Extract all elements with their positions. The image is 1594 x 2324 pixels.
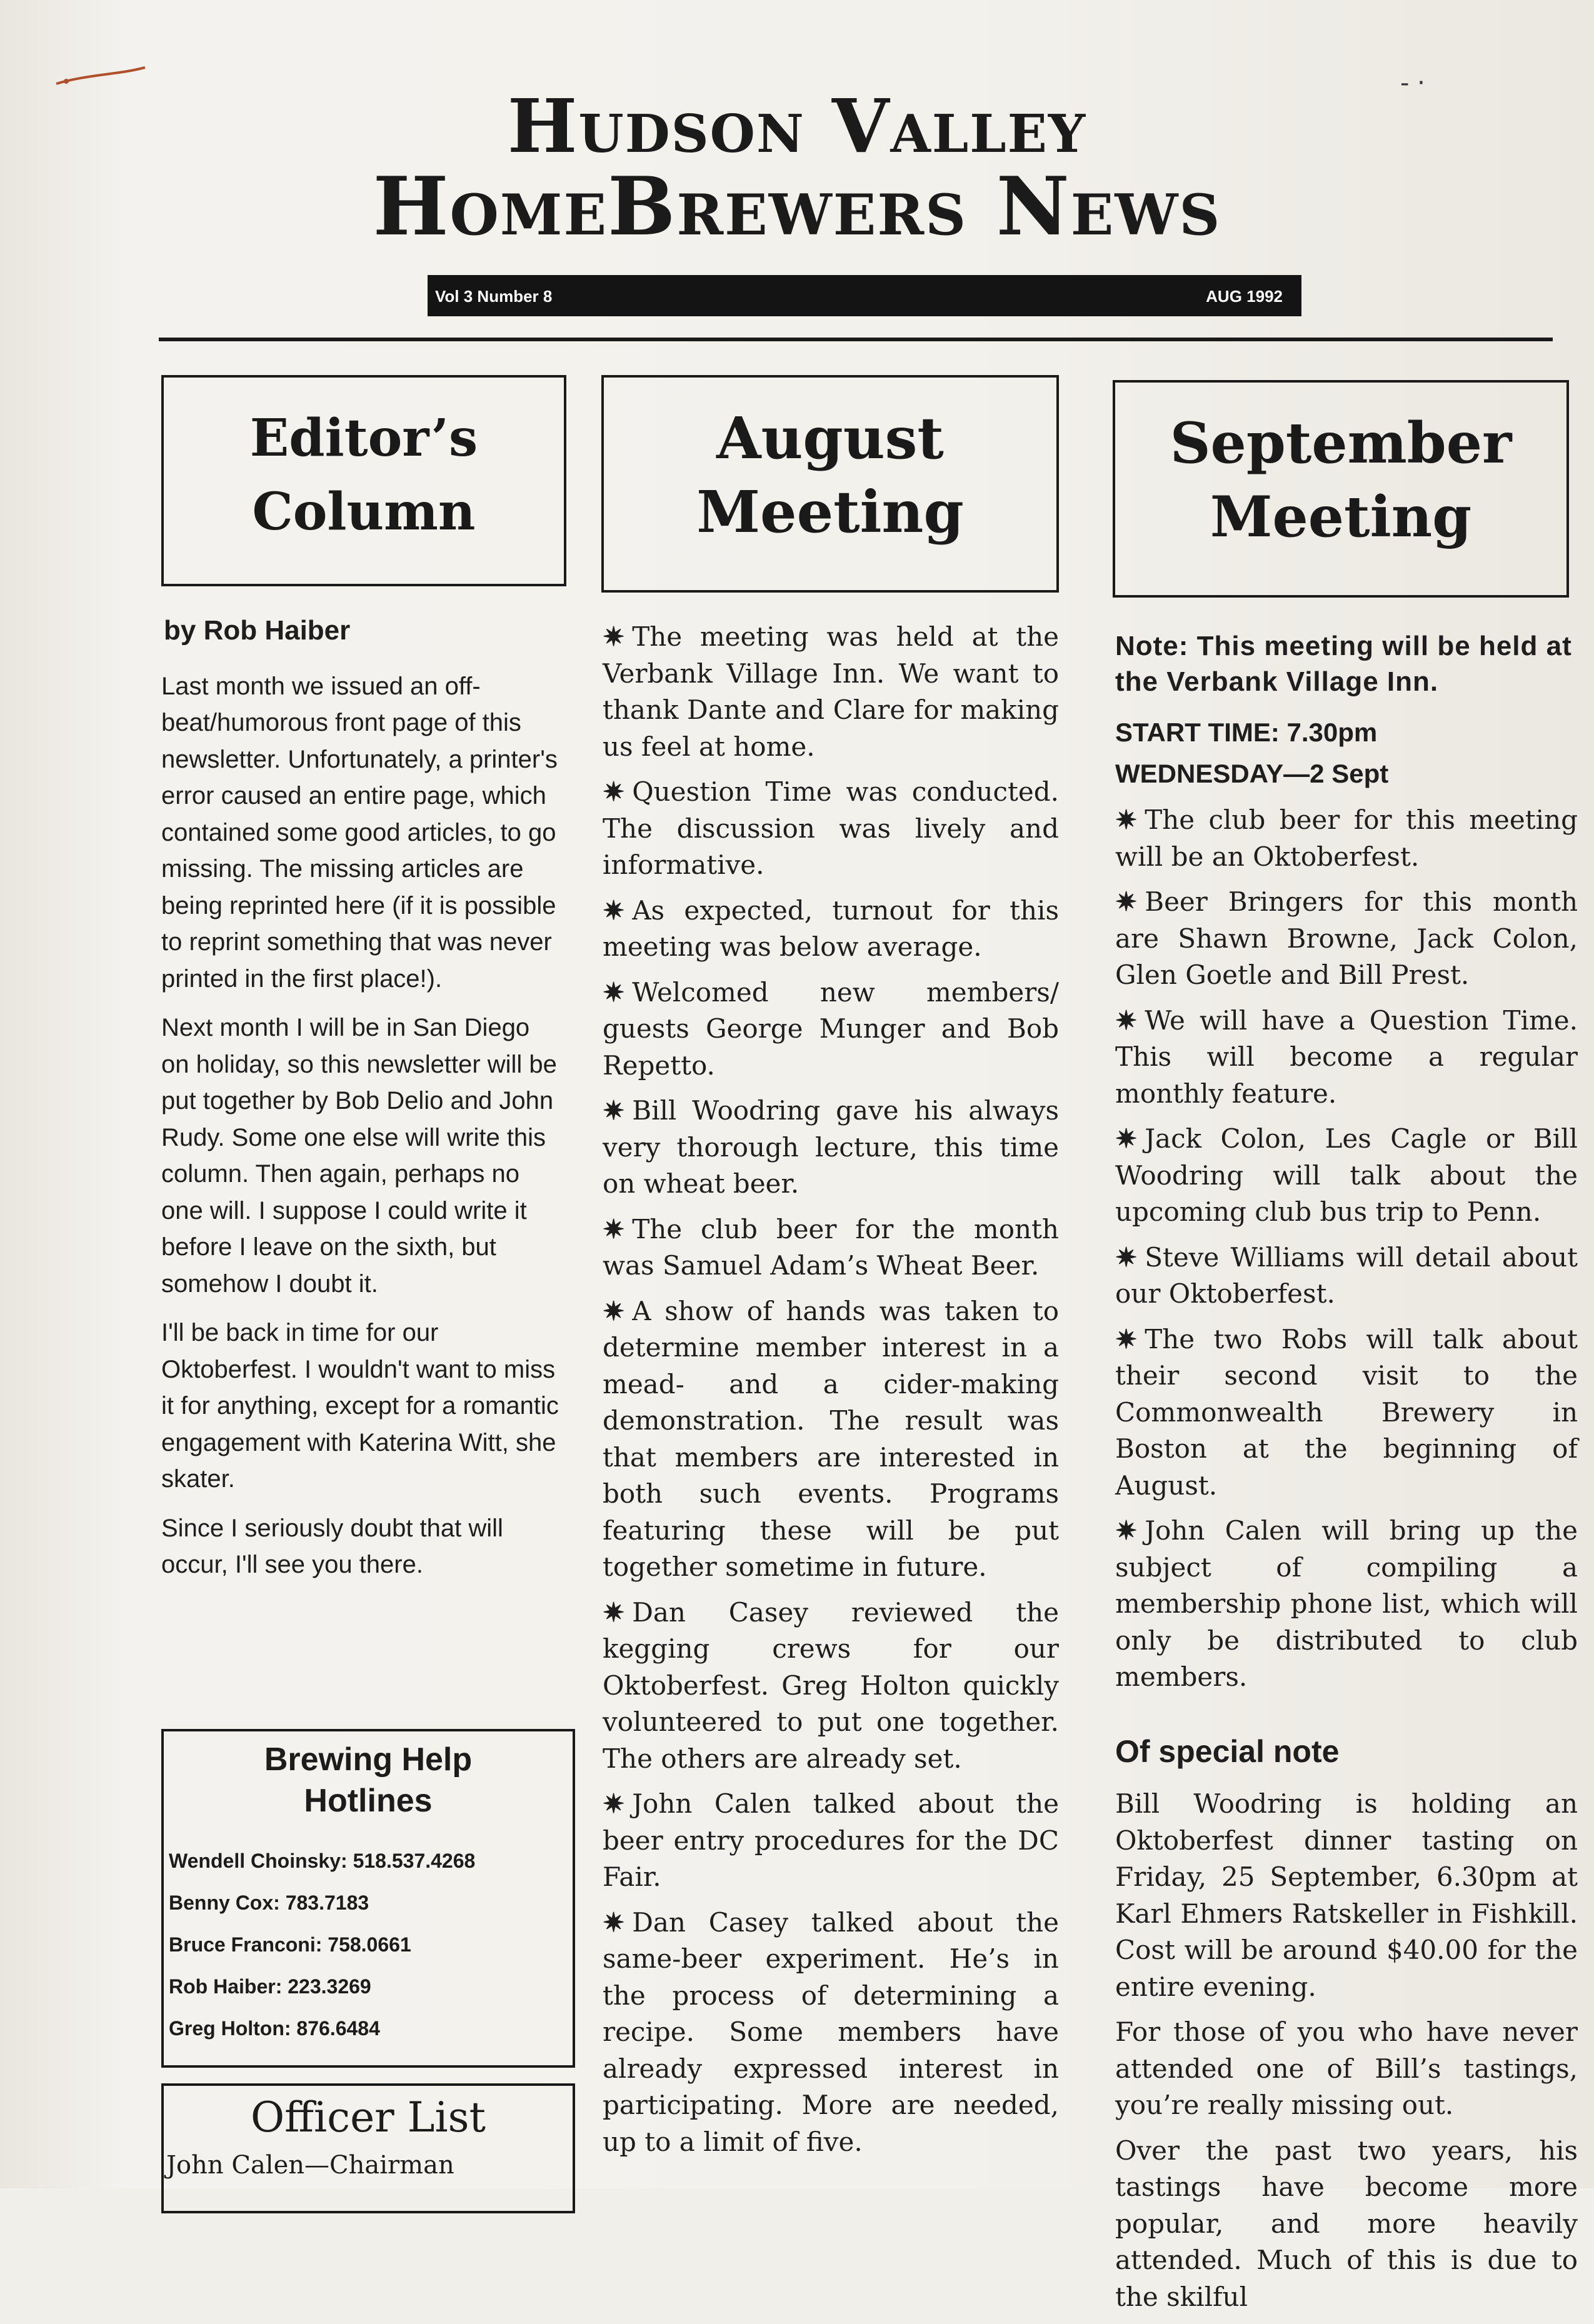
asterisk-bullet-icon: ✷ xyxy=(1115,886,1138,917)
meeting-item: ✷ As expected, turnout for this meeting was below average. xyxy=(603,894,1059,962)
start-time: START TIME: 7.30pm xyxy=(1115,718,1378,747)
meeting-item: ✷ Welcomed new members/ guests George Munger and Bob Repetto. xyxy=(603,976,1059,1081)
officer-list xyxy=(161,2083,575,2213)
stray-marks: - · xyxy=(1400,69,1425,98)
meeting-item: ✷ We will have a Question Time. This will become a regular monthly feature. xyxy=(1115,1004,1578,1109)
meeting-item: ✷ Question Time was conducted. The discussion was lively and informative. xyxy=(603,776,1059,880)
asterisk-bullet-icon: ✷ xyxy=(603,1788,625,1819)
meeting-item: ✷ Dan Casey reviewed the kegging crews for our Oktoberfest. Greg Holton quickly volunteered to put one together. The others are already set. xyxy=(603,1596,1059,1774)
meeting-item: ✷ Jack Colon, Les Cagle or Bill Woodring will talk about the upcoming club bus trip to Penn. xyxy=(1115,1123,1578,1227)
meeting-item: ✷ Bill Woodring gave his always very thorough lecture, this time on wheat beer. xyxy=(603,1095,1059,1199)
special-note-heading: Of special note xyxy=(1115,1733,1340,1769)
officer-list-heading: Officer List xyxy=(251,2093,486,2141)
editors-column-body xyxy=(161,613,561,1596)
asterisk-bullet-icon: ✷ xyxy=(1115,1004,1138,1036)
paragraph: Last month we issued an off-beat/humorous front page of this newsletter. Unfortunately, a printer's error caused an entire page, which contained some good articles, to go missing. The missing articles are being reprinted here (if it is possible to reprint something that was never printed in the first place!). xyxy=(161,672,558,993)
venue-note: Note: This meeting will be held at the Verbank Village Inn. xyxy=(1115,631,1572,697)
asterisk-bullet-icon: ✷ xyxy=(1115,1323,1138,1355)
asterisk-bullet-icon: ✷ xyxy=(603,1095,625,1126)
august-meeting-body xyxy=(603,619,1059,2169)
asterisk-bullet-icon: ✷ xyxy=(603,1295,625,1326)
meeting-item: ✷ Beer Bringers for this month are Shawn Browne, Jack Colon, Glen Goetle and Bill Prest. xyxy=(1115,886,1578,990)
hotline-entry: Bruce Franconi: 758.0661 xyxy=(169,1933,411,1956)
meeting-item: ✷ Dan Casey talked about the same-beer experiment. He’s in the process of determining a recipe. Some members have already expressed interest in participating. More are needed, up to a limit of five. xyxy=(603,1906,1059,2157)
asterisk-bullet-icon: ✷ xyxy=(603,1906,625,1938)
hotline-entry: Wendell Choinsky: 518.537.4268 xyxy=(169,1850,476,1872)
asterisk-bullet-icon: ✷ xyxy=(1115,1515,1138,1546)
meeting-item: ✷ The meeting was held at the Verbank Village Inn. We want to thank Dante and Clare for making us feel at home. xyxy=(603,621,1059,762)
special-note-paragraph: Over the past two years, his tastings have become more popular, and more heavily attended. Much of this is due to the skilful xyxy=(1115,2135,1578,2312)
masthead-rule xyxy=(159,338,1553,341)
asterisk-bullet-icon: ✷ xyxy=(603,621,625,652)
meeting-item: ✷ Steve Williams will detail about our Oktoberfest. xyxy=(1115,1241,1578,1309)
meeting-item: ✷ A show of hands was taken to determine member interest in a mead- and a cider-making demonstration. The result was that members are interested in both such events. Programs featuring these will be put together sometime in future. xyxy=(603,1295,1059,1582)
hotline-list xyxy=(164,1840,573,2050)
meeting-item: ✷ John Calen talked about the beer entry procedures for the DC Fair. xyxy=(603,1788,1059,1892)
editors-column-heading: Editor’s Column xyxy=(161,375,566,586)
asterisk-bullet-icon: ✷ xyxy=(603,776,625,807)
issue-date: AUG 1992 xyxy=(1206,287,1283,306)
asterisk-bullet-icon: ✷ xyxy=(1115,1241,1138,1273)
hotline-entry: Benny Cox: 783.7183 xyxy=(169,1891,369,1914)
asterisk-bullet-icon: ✷ xyxy=(603,894,625,926)
asterisk-bullet-icon: ✷ xyxy=(1115,1123,1138,1154)
volume-number: Vol 3 Number 8 xyxy=(435,287,553,306)
asterisk-bullet-icon: ✷ xyxy=(603,1596,625,1628)
byline: by Rob Haiber xyxy=(164,615,351,646)
paragraph: I'll be back in time for our Oktoberfest. I wouldn't want to miss it for anything, except for a romantic engagement with Katerina Witt, she skater. xyxy=(161,1319,559,1493)
september-meeting-heading: September Meeting xyxy=(1113,380,1569,598)
asterisk-bullet-icon: ✷ xyxy=(1115,804,1138,835)
special-note-paragraph: Bill Woodring is holding an Oktoberfest dinner tasting on Friday, 25 September, 6.30pm at Karl Ehmers Ratskeller in Fishkill. Cost will be around $40.00 for the entire evening. xyxy=(1115,1788,1578,2002)
august-meeting-heading: August Meeting xyxy=(601,375,1059,593)
newsletter-title-line2: HomeBrewers News xyxy=(373,160,1221,254)
paragraph: Next month I will be in San Diego on holiday, so this newsletter will be put together by Bob Delio and John Rudy. Some one else will write this column. Then again, perhaps no one will. I suppose I could write it before I leave on the sixth, but somehow I doubt it. xyxy=(161,1014,557,1298)
special-note-paragraph: For those of you who have never attended one of Bill’s tastings, you’re really missing out. xyxy=(1115,2016,1578,2120)
asterisk-bullet-icon: ✷ xyxy=(603,1213,625,1245)
officer-entry: John Calen—Chairman xyxy=(166,2151,454,2180)
meeting-day: WEDNESDAY—2 Sept xyxy=(1115,759,1389,788)
asterisk-bullet-icon: ✷ xyxy=(603,976,625,1008)
paragraph: Since I seriously doubt that will occur, I'll see you there. xyxy=(161,1514,503,1578)
hotline-entry: Rob Haiber: 223.3269 xyxy=(169,1975,371,1998)
september-meeting-body xyxy=(1115,628,1578,2324)
meeting-item: ✷ The two Robs will talk about their second visit to the Commonwealth Brewery in Boston at the beginning of August. xyxy=(1115,1323,1578,1501)
meeting-item: ✷ The club beer for the month was Samuel Adam’s Wheat Beer. xyxy=(603,1213,1059,1281)
issue-bar xyxy=(428,275,1301,316)
hotlines-heading: Brewing Help Hotlines xyxy=(264,1741,473,1819)
meeting-item: ✷ The club beer for this meeting will be an Oktoberfest. xyxy=(1115,804,1578,872)
newsletter-title-line1: Hudson Valley xyxy=(507,83,1087,169)
hotline-entry: Greg Holton: 876.6484 xyxy=(169,2017,380,2040)
brewing-help-hotlines xyxy=(161,1729,575,2068)
meeting-item: ✷ John Calen will bring up the subject of compiling a membership phone list, which will only be distributed to club members. xyxy=(1115,1515,1578,1692)
